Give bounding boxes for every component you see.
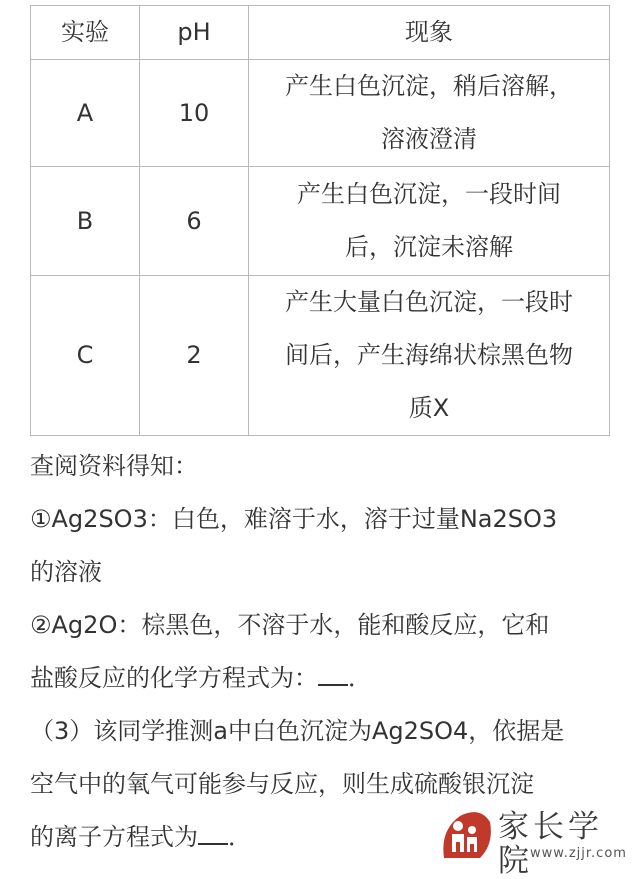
family-icon xyxy=(436,808,494,866)
cell-phenomenon xyxy=(249,167,610,276)
cell-ph: 2 xyxy=(140,276,249,436)
phenomenon-line: 产生白色沉淀，稍后溶解， xyxy=(285,72,573,100)
q3-line: （3）该同学推测a中白色沉淀为Ag2SO4，依据是 xyxy=(30,717,565,745)
watermark-logo xyxy=(436,808,627,879)
item1-line: 的溶液 xyxy=(30,558,102,586)
cell-experiment: A xyxy=(31,60,140,167)
watermark-url: www.zjjr.com xyxy=(530,846,627,861)
table-row xyxy=(31,276,610,436)
item1-line: ①Ag2SO3：白色，难溶于水，溶于过量Na2SO3 xyxy=(30,505,558,533)
table-row xyxy=(31,60,610,167)
cell-ph: 6 xyxy=(140,167,249,276)
cell-phenomenon xyxy=(249,60,610,167)
table-header-row xyxy=(31,6,610,60)
item2-line: ②Ag2O：棕黑色，不溶于水，能和酸反应，它和 xyxy=(30,611,550,639)
phenomenon-line: 产生大量白色沉淀，一段时 xyxy=(285,288,573,316)
watermark-title: 家长学院 xyxy=(498,809,603,879)
q3-period: ． xyxy=(228,823,252,851)
intro-text: 查阅资料得知： xyxy=(30,452,198,480)
item2-line: 盐酸反应的化学方程式为： xyxy=(30,664,318,692)
phenomenon-line: 溶液澄清 xyxy=(381,125,477,153)
answer-blank xyxy=(318,662,348,686)
header-experiment: 实验 xyxy=(31,6,140,60)
phenomenon-line: 质X xyxy=(408,394,450,422)
phenomenon-line: 产生白色沉淀，一段时间 xyxy=(297,180,561,208)
table-row xyxy=(31,167,610,276)
reference-item-2 xyxy=(30,599,620,705)
cell-experiment: C xyxy=(31,276,140,436)
cell-phenomenon xyxy=(249,276,610,436)
item2-period: ． xyxy=(348,664,372,692)
cell-experiment: B xyxy=(31,167,140,276)
experiment-table xyxy=(30,5,610,436)
q3-line: 的离子方程式为 xyxy=(30,823,198,851)
answer-blank xyxy=(198,821,228,845)
phenomenon-line: 间后，产生海绵状棕黑色物 xyxy=(285,341,573,369)
phenomenon-line: 后，沉淀未溶解 xyxy=(345,233,513,261)
cell-ph: 10 xyxy=(140,60,249,167)
q3-line: 空气中的氧气可能参与反应，则生成硫酸银沉淀 xyxy=(30,770,534,798)
reference-item-1 xyxy=(30,493,620,599)
header-ph: pH xyxy=(140,6,249,60)
header-phenomenon: 现象 xyxy=(249,6,610,60)
